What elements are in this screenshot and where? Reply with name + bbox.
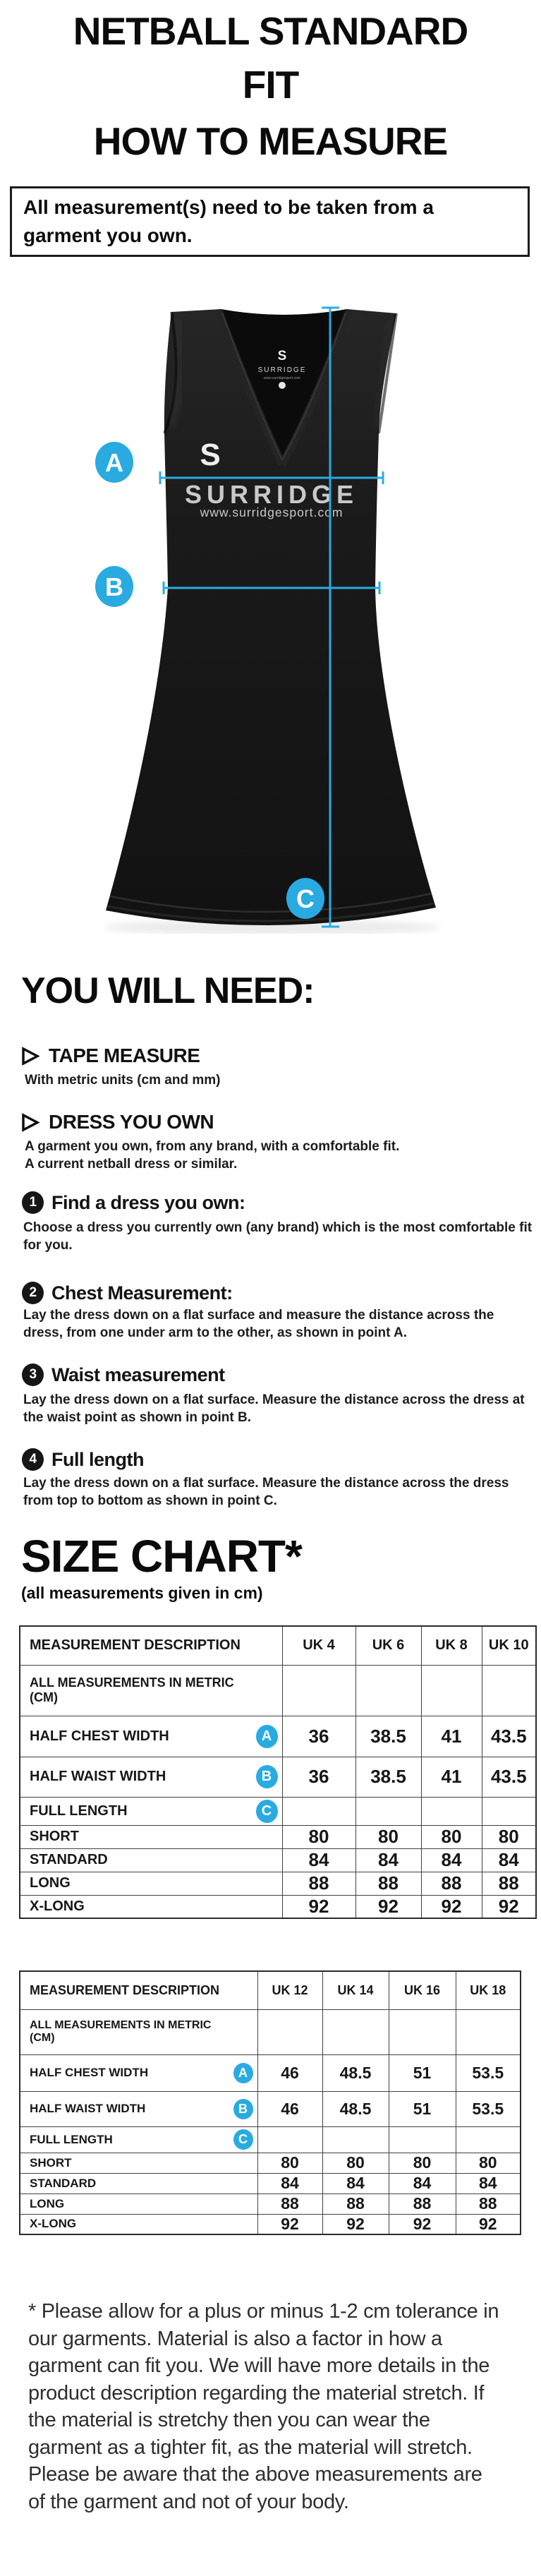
value-cell: 92 [257, 2214, 322, 2234]
value-cell [282, 1665, 355, 1716]
value-cell: 92 [322, 2214, 389, 2234]
column-header: MEASUREMENT DESCRIPTION [20, 1971, 257, 2009]
value-cell: 46 [257, 2091, 322, 2126]
step-4-number-badge: 4 [22, 1448, 44, 1471]
need-item-description-line: A garment you own, from any brand, with a comfortable fit. [25, 1139, 400, 1154]
value-cell: 80 [322, 2153, 389, 2173]
value-cell: 84 [282, 1848, 355, 1872]
table-row [20, 2153, 521, 2173]
value-cell: 80 [456, 2153, 521, 2173]
table-row [20, 2193, 521, 2214]
table-row [20, 2214, 521, 2234]
size-chart-heading: SIZE CHART* [21, 1531, 302, 1582]
value-cell [282, 1797, 355, 1825]
step-1-description: Choose a dress you currently own (any brand) which is the most comfortable fit for you. [23, 1220, 533, 1253]
value-cell: 53.5 [456, 2091, 521, 2126]
value-cell: 88 [257, 2193, 322, 2214]
triangle-bullet-icon [21, 1047, 39, 1066]
value-cell: 41 [421, 1757, 482, 1797]
value-cell: 92 [389, 2214, 456, 2234]
value-cell: 80 [421, 1825, 482, 1848]
chest-url: www.surridgesport.com [200, 505, 344, 519]
value-cell: 38.5 [355, 1716, 421, 1757]
value-cell [456, 2126, 521, 2153]
value-cell: 43.5 [482, 1716, 536, 1757]
value-cell: 84 [322, 2173, 389, 2193]
need-item-title: TAPE MEASURE [49, 1045, 200, 1066]
value-cell: 80 [282, 1825, 355, 1848]
value-cell: 46 [257, 2054, 322, 2091]
value-cell: 51 [389, 2091, 456, 2126]
column-header: UK 14 [322, 1971, 389, 2009]
column-header: UK 16 [389, 1971, 456, 2009]
value-cell [421, 1665, 482, 1716]
step-4-title: Full length [51, 1448, 144, 1470]
value-cell [421, 1797, 482, 1825]
value-cell: 43.5 [482, 1757, 536, 1797]
value-cell: 36 [282, 1757, 355, 1797]
value-cell [322, 2126, 389, 2153]
value-cell [389, 2009, 456, 2054]
point-a-badge: A [256, 1725, 278, 1748]
row-label: STANDARD [30, 2176, 97, 2190]
value-cell [389, 2126, 456, 2153]
measurement-notice-box [10, 186, 530, 257]
value-cell: 84 [257, 2173, 322, 2193]
neck-label-size-dot [279, 382, 286, 389]
row-label: HALF CHEST WIDTH [30, 1728, 169, 1744]
value-cell: 84 [389, 2173, 456, 2193]
table-row [20, 1665, 536, 1716]
value-cell: 84 [355, 1848, 421, 1872]
step-2-title: Chest Measurement: [51, 1282, 233, 1304]
row-label: FULL LENGTH [30, 1802, 128, 1819]
value-cell [322, 2009, 389, 2054]
value-cell: 88 [389, 2193, 456, 2214]
table-row [20, 1895, 536, 1918]
neck-label-logo-s: S [277, 349, 287, 363]
row-label: SHORT [30, 2155, 72, 2169]
step-3-heading [22, 1364, 225, 1386]
triangle-bullet-icon [21, 1113, 39, 1132]
row-label: HALF CHEST WIDTH [30, 2066, 149, 2079]
row-label: X-LONG [30, 2217, 77, 2231]
table-header-row [20, 1626, 536, 1665]
step-2-number-badge: 2 [22, 1282, 44, 1304]
measurement-notice-text: All measurement(s) need to be taken from a garment you own. [23, 196, 434, 246]
row-label: SHORT [30, 1829, 79, 1844]
page-title-text: NETBALL STANDARD FIT [73, 9, 468, 107]
value-cell: 88 [322, 2193, 389, 2214]
column-header: UK 6 [355, 1626, 421, 1665]
point-c-badge: C [233, 2129, 253, 2150]
table-row [20, 1872, 536, 1895]
value-cell [257, 2009, 322, 2054]
row-label: ALL MEASUREMENTS IN METRIC (CM) [30, 1675, 234, 1704]
column-header: UK 8 [421, 1626, 482, 1665]
value-cell [456, 2009, 521, 2054]
step-3-title: Waist measurement [51, 1364, 225, 1385]
chest-brand-wordmark: SURRIDGE [184, 480, 359, 509]
value-cell: 84 [482, 1848, 536, 1872]
value-cell: 53.5 [456, 2054, 521, 2091]
row-label: FULL LENGTH [30, 2132, 113, 2146]
value-cell: 88 [282, 1872, 355, 1895]
column-header: MEASUREMENT DESCRIPTION [20, 1626, 282, 1665]
table-row [20, 1825, 536, 1848]
tolerance-footnote: * Please allow for a plus or minus 1-2 cm tolerance in our garments. Material is also a factor in how a garment can fit you. We will have more details in the product description regarding the material stretch. If the material is stretchy then you can wear the garment as a tighter fit, as the material will stretch. Please be aware that the above measurements are of the garment and not of your body. [28, 2300, 499, 2513]
value-cell: 92 [456, 2214, 521, 2234]
column-header: UK 18 [456, 1971, 521, 2009]
value-cell: 88 [482, 1872, 536, 1895]
value-cell: 92 [421, 1895, 482, 1918]
table-row [20, 1716, 536, 1757]
value-cell: 92 [282, 1895, 355, 1918]
step-2-description: Lay the dress down on a flat surface and measure the distance across the dress, from one under arm to the other, as shown in point A. [23, 1308, 494, 1340]
point-a-badge: A [233, 2063, 253, 2083]
point-c-letter: C [296, 884, 315, 913]
table-row [20, 2009, 521, 2054]
value-cell: 51 [389, 2054, 456, 2091]
row-label: LONG [30, 1875, 71, 1891]
row-label: ALL MEASUREMENTS IN METRIC (CM) [30, 2019, 212, 2044]
point-b-letter: B [105, 572, 123, 601]
step-1-title: Find a dress you own: [51, 1191, 245, 1213]
row-label: HALF WAIST WIDTH [30, 1769, 166, 1784]
value-cell: 48.5 [322, 2054, 389, 2091]
table-row [20, 2173, 521, 2193]
value-cell: 38.5 [355, 1757, 421, 1797]
page-title [0, 4, 541, 112]
need-item-description [25, 1071, 518, 1089]
value-cell: 80 [257, 2153, 322, 2173]
column-header: UK 4 [282, 1626, 355, 1665]
point-c-badge: C [256, 1800, 278, 1823]
value-cell: 88 [355, 1872, 421, 1895]
value-cell: 48.5 [322, 2091, 389, 2126]
value-cell: 36 [282, 1716, 355, 1757]
table-row [20, 1797, 536, 1825]
value-cell: 41 [421, 1716, 482, 1757]
table-row [20, 2126, 521, 2153]
value-cell: 92 [355, 1895, 421, 1918]
row-label: STANDARD [30, 1852, 108, 1867]
column-header: UK 12 [257, 1971, 322, 2009]
size-table-uk4-uk10 [19, 1625, 537, 1919]
step-4-heading [22, 1448, 144, 1471]
value-cell [482, 1797, 536, 1825]
step-3-description: Lay the dress down on a flat surface. Measure the distance across the dress at the waist point as shown in point B. [23, 1392, 525, 1425]
step-1-heading [22, 1191, 245, 1214]
point-b-badge: B [233, 2099, 253, 2119]
value-cell [482, 1665, 536, 1716]
neck-label-url: www.surridgesport.com [264, 376, 300, 380]
value-cell: 80 [355, 1825, 421, 1848]
size-table-uk12-uk18 [19, 1970, 521, 2235]
need-item-description-line: A current netball dress or similar. [25, 1157, 238, 1172]
need-item-tape-measure [21, 1045, 200, 1067]
value-cell: 80 [389, 2153, 456, 2173]
table-row [20, 1757, 536, 1797]
point-b-badge: B [256, 1765, 278, 1788]
value-cell: 88 [456, 2193, 521, 2214]
dress-measurement-diagram [78, 302, 466, 934]
value-cell [355, 1665, 421, 1716]
value-cell: 84 [421, 1848, 482, 1872]
need-item-description-line: With metric units (cm and mm) [25, 1073, 221, 1088]
row-label: HALF WAIST WIDTH [30, 2102, 146, 2115]
table-row [20, 2054, 521, 2091]
dress-illustration [78, 302, 466, 934]
need-item-description [25, 1138, 518, 1173]
you-will-need-heading: YOU WILL NEED: [21, 970, 315, 1011]
chest-logo-s: S [200, 438, 221, 472]
table-row [20, 1848, 536, 1872]
need-item-title: DRESS YOU OWN [49, 1111, 214, 1133]
step-2-heading [22, 1282, 233, 1304]
value-cell: 84 [456, 2173, 521, 2193]
value-cell: 92 [482, 1895, 536, 1918]
value-cell: 80 [482, 1825, 536, 1848]
value-cell [257, 2126, 322, 2153]
step-3-number-badge: 3 [22, 1364, 44, 1386]
size-chart-subheading: (all measurements given in cm) [21, 1584, 263, 1602]
point-a-letter: A [105, 448, 123, 477]
row-label: LONG [30, 2196, 65, 2210]
need-item-dress-you-own [21, 1111, 214, 1133]
step-1-number-badge: 1 [22, 1191, 44, 1214]
value-cell [355, 1797, 421, 1825]
step-4-description: Lay the dress down on a flat surface. Measure the distance across the dress from top to bottom as shown in point C. [23, 1476, 509, 1508]
neck-label-brand: SURRIDGE [257, 366, 307, 374]
page-subtitle: HOW TO MEASURE [93, 119, 448, 163]
table-row [20, 2091, 521, 2126]
value-cell: 88 [421, 1872, 482, 1895]
table-header-row [20, 1971, 521, 2009]
column-header: UK 10 [482, 1626, 536, 1665]
row-label: X-LONG [30, 1898, 85, 1914]
